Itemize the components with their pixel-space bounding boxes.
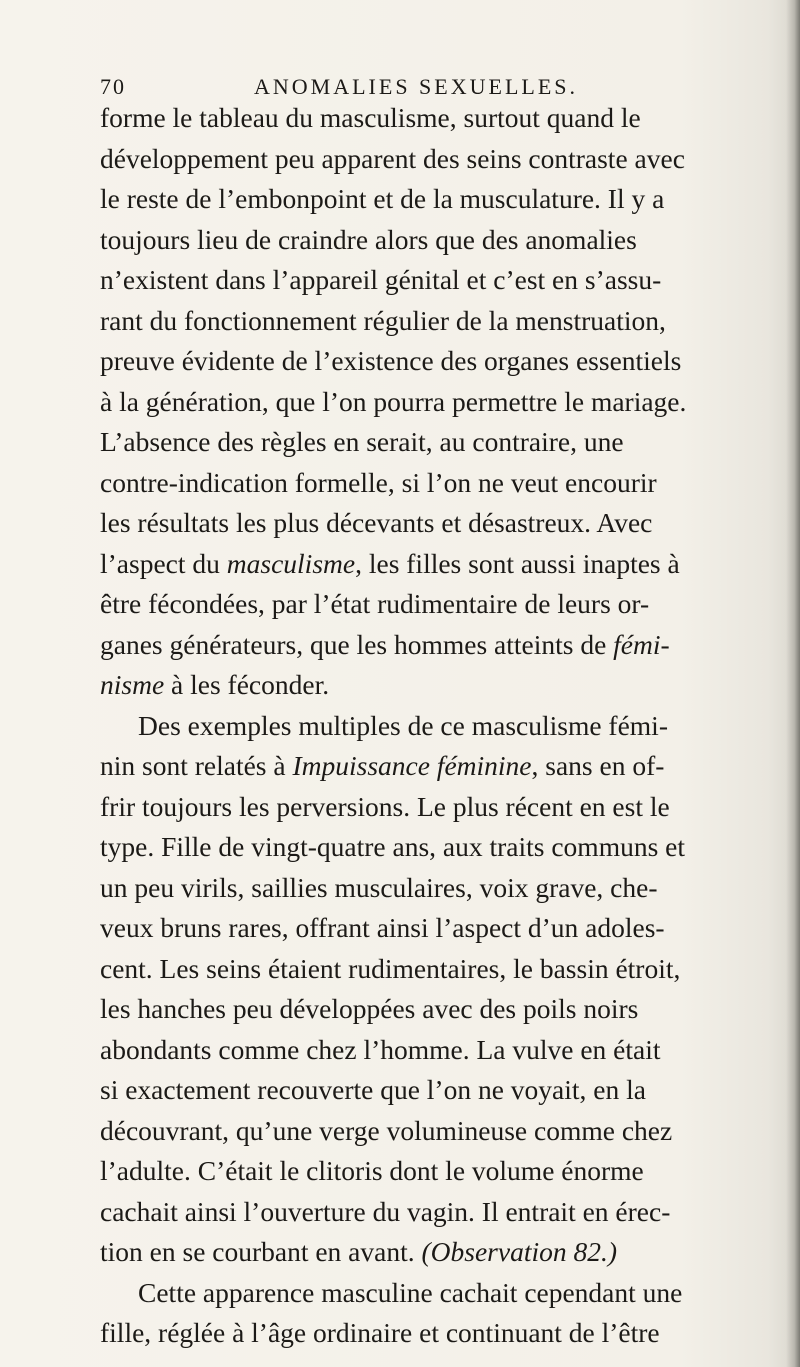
text-segment: à les féconder. bbox=[164, 669, 330, 700]
text-line: type. Fille de vingt-quatre ans, aux traits communs et bbox=[100, 831, 686, 862]
text-line: forme le tableau du masculisme, surtout quand le bbox=[100, 102, 641, 133]
page-number: 70 bbox=[100, 74, 126, 99]
text-segment: l’aspect du bbox=[100, 547, 227, 579]
text-line: cent. Les seins étaient rudimentaires, le bassin étroit, bbox=[100, 952, 681, 984]
page-edge-shadow bbox=[786, 0, 800, 1367]
text-line: être fécondées, par l’état rudimentaire de leurs or- bbox=[100, 588, 650, 619]
body-text bbox=[100, 98, 765, 1354]
italic-term: fémi- bbox=[613, 628, 670, 660]
italic-book-title: Impuissance féminine bbox=[292, 750, 532, 781]
text-segment: ganes générateurs, que les hommes atteints de bbox=[100, 628, 614, 660]
text-line bbox=[100, 746, 765, 787]
text-line: fille, réglée à l’âge ordinaire et continuant de l’être bbox=[100, 1317, 660, 1348]
italic-term: nisme bbox=[100, 669, 165, 700]
running-title: ANOMALIES SEXUELLES. bbox=[254, 74, 578, 99]
text-line bbox=[100, 544, 765, 585]
text-line: l’adulte. C’était le clitoris dont le volume énorme bbox=[100, 1155, 644, 1186]
text-line: contre-indication formelle, si l’on ne veut encourir bbox=[100, 466, 657, 498]
text-line: découvrant, qu’une verge volumineuse comme chez bbox=[100, 1114, 673, 1146]
text-segment: nin sont relatés à bbox=[100, 750, 293, 781]
italic-term: masculisme bbox=[226, 547, 356, 579]
text-line: frir toujours les perversions. Le plus récent en est le bbox=[100, 790, 670, 822]
text-line: à la génération, que l’on pourra permettre le mariage. bbox=[100, 385, 687, 417]
text-line: un peu virils, saillies musculaires, voix grave, che- bbox=[100, 871, 658, 903]
text-line: Des exemples multiples de ce masculisme fémi- bbox=[138, 709, 668, 741]
text-line: Cette apparence masculine cachait cependant une bbox=[138, 1276, 683, 1308]
text-line: le reste de l’embonpoint et de la musculature. Il y a bbox=[100, 183, 665, 214]
text-line: n’existent dans l’appareil génital et c’est en s’assu- bbox=[100, 264, 662, 295]
text-line: les résultats les plus décevants et désastreux. Avec bbox=[100, 507, 653, 538]
text-line bbox=[100, 665, 765, 706]
text-line: veux bruns rares, offrant ainsi l’aspect d’un adoles- bbox=[100, 912, 665, 943]
text-line: preuve évidente de l’existence des organes essentiels bbox=[100, 345, 682, 376]
text-line: rant du fonctionnement régulier de la menstruation, bbox=[100, 304, 666, 336]
text-line: toujours lieu de craindre alors que des anomalies bbox=[100, 223, 637, 255]
text-segment: tion en se courbant en avant. bbox=[100, 1236, 422, 1267]
text-line: les hanches peu développées avec des poils noirs bbox=[100, 993, 639, 1024]
text-line: si exactement recouverte que l’on ne voyait, en la bbox=[100, 1074, 646, 1105]
text-line: cachait ainsi l’ouverture du vagin. Il entrait en érec- bbox=[100, 1195, 671, 1227]
text-line: L’absence des règles en serait, au contraire, une bbox=[100, 426, 624, 457]
text-line: développement peu apparent des seins contraste avec bbox=[100, 142, 685, 174]
text-segment: , sans en of- bbox=[531, 750, 665, 781]
text-line bbox=[100, 1232, 765, 1273]
text-line bbox=[100, 625, 765, 666]
observation-reference: (Observation 82.) bbox=[421, 1236, 618, 1267]
text-line: abondants comme chez l’homme. La vulve en était bbox=[100, 1033, 661, 1065]
text-segment: , les filles sont aussi inaptes à bbox=[355, 547, 680, 579]
